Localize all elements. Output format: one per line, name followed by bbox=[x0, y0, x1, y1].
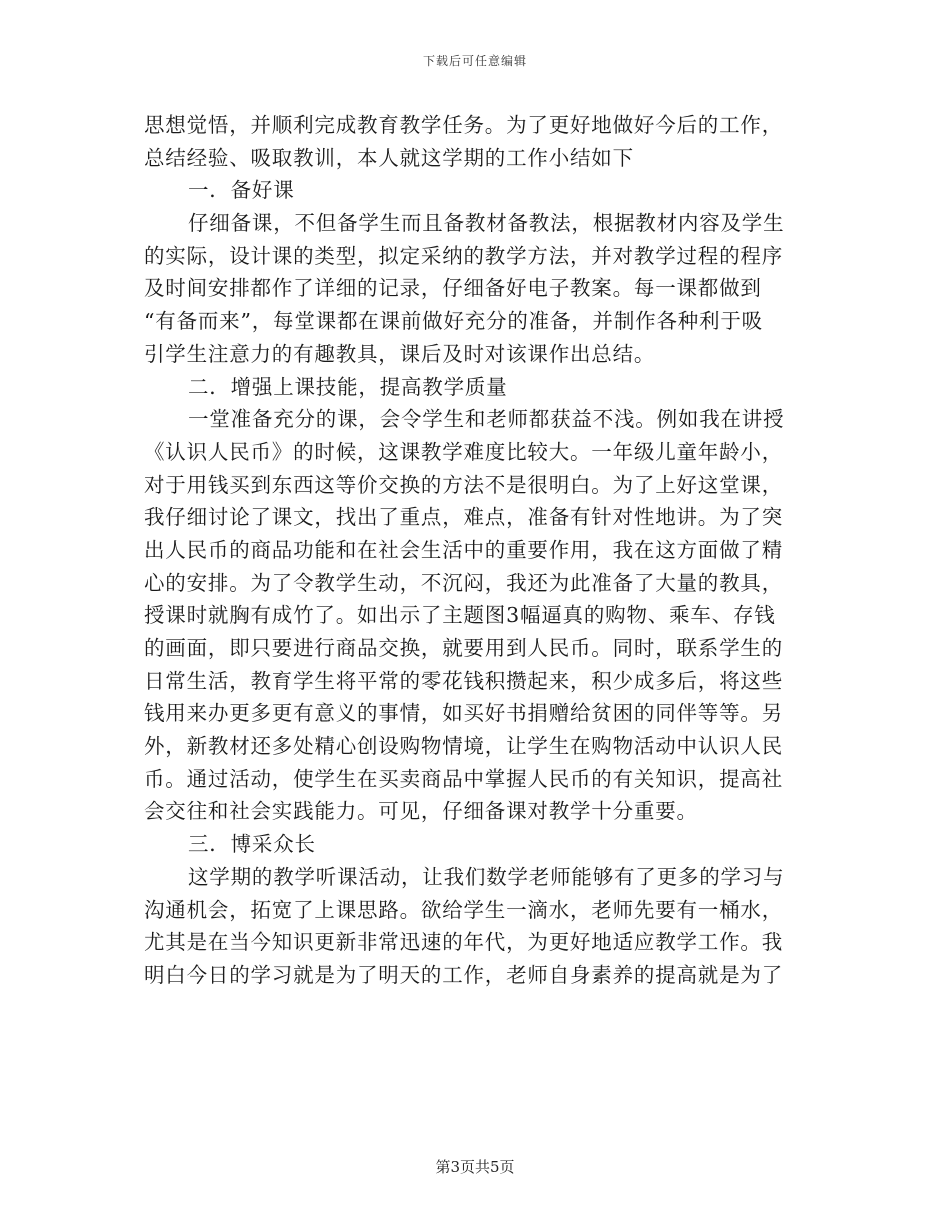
text-line: 会交往和社会实践能力。可见，仔细备课对教学十分重要。 bbox=[144, 799, 698, 824]
text-line: 这学期的教学听课活动，让我们数学老师能够有了更多的学习与 bbox=[188, 864, 785, 889]
text-line: 三．博采众长 bbox=[188, 832, 316, 857]
text-line: 二．增强上课技能，提高教学质量 bbox=[188, 374, 508, 399]
text-line: 的实际，设计课的类型，拟定采纳的教学方法，并对教学过程的程序 bbox=[144, 243, 783, 268]
text-line: 的画面，即只要进行商品交换，就要用到人民币。同时，联系学生的 bbox=[144, 636, 783, 660]
text-line: 日常生活，教育学生将平常的零花钱积攒起来，积少成多后，将这些 bbox=[144, 668, 783, 693]
text-line: 外，新教材还多处精心创设购物情境，让学生在购物活动中认识人民 bbox=[144, 734, 783, 759]
text-line: 《认识人民币》的时候，这课教学难度比较大。一年级儿童年龄小， bbox=[144, 439, 783, 464]
text-line: 一堂准备充分的课，会令学生和老师都获益不浅。例如我在讲授 bbox=[188, 407, 785, 432]
text-line: 及时间安排都作了详细的记录，仔细备好电子教案。每一课都做到 bbox=[144, 276, 762, 301]
page-number: 第3页共5页 bbox=[435, 1158, 515, 1176]
text-line: 币。通过活动，使学生在买卖商品中掌握人民币的有关知识，提高社 bbox=[144, 766, 783, 791]
text-line: 钱用来办更多更有意义的事情，如买好书捐赠给贫困的同伴等等。另 bbox=[144, 701, 783, 726]
text-line: 仔细备课，不但备学生而且备教材备教法，根据教材内容及学生 bbox=[188, 211, 785, 236]
text-line: “有备而来”，每堂课都在课前做好充分的准备，并制作各种利于吸 bbox=[144, 309, 763, 334]
text-line: 明白今日的学习就是为了明天的工作，老师自身素养的提高就是为了 bbox=[144, 962, 783, 987]
text-line: 沟通机会，拓宽了上课思路。欲给学生一滴水，老师先要有一桶水， bbox=[144, 897, 783, 922]
text-line: 对于用钱买到东西这等价交换的方法不是很明白。为了上好这堂课， bbox=[144, 472, 783, 497]
header-note: 下载后可任意编辑 bbox=[422, 54, 527, 68]
text-line: 我仔细讨论了课文，找出了重点，难点，准备有针对性地讲。为了突 bbox=[144, 505, 783, 530]
text-line: 一．备好课 bbox=[188, 178, 295, 203]
text-line: 尤其是在当今知识更新非常迅速的年代，为更好地适应教学工作。我 bbox=[144, 930, 783, 955]
text-line: 出人民币的商品功能和在社会生活中的重要作用，我在这方面做了精 bbox=[144, 537, 783, 562]
text-line: 授课时就胸有成竹了。如出示了主题图3幅逼真的购物、乘车、存钱 bbox=[144, 603, 776, 628]
text-line: 总结经验、吸取教训，本人就这学期的工作小结如下 bbox=[144, 145, 634, 170]
text-line: 引学生注意力的有趣教具，课后及时对该课作出总结。 bbox=[144, 341, 656, 366]
document-body bbox=[144, 109, 806, 992]
text-line: 思想觉悟，并顺利完成教育教学任务。为了更好地做好今后的工作， bbox=[144, 113, 783, 137]
text-line: 心的安排。为了令教学生动，不沉闷，我还为此准备了大量的教具， bbox=[144, 570, 783, 595]
